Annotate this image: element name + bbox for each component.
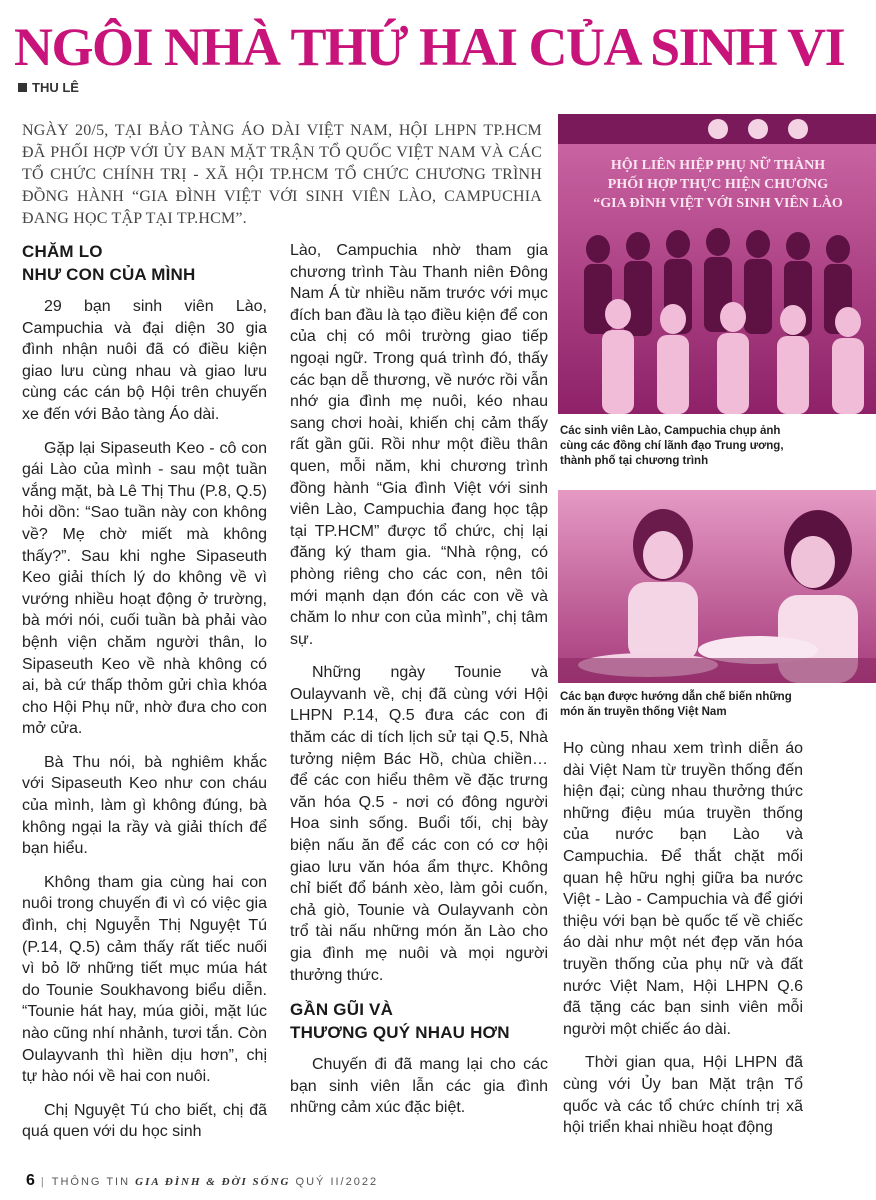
author-byline [18, 80, 79, 95]
column-2 [290, 240, 548, 1131]
banner-text: PHỐI HỢP THỰC HIỆN CHƯƠNG [607, 177, 829, 192]
section-heading-1: CHĂM LO NHƯ CON CỦA MÌNH [22, 242, 196, 284]
paragraph: Gặp lại Sipaseuth Keo - cô con gái Lào của mình - sau một tuần vắng mặt, bà Lê Thị Thu (P.8, Q.5) hỏi dồn: “Sao tuần này con không về? Mẹ chờ miết mà không thấy?”. Sau khi nghe Sipaseuth Keo giải thích lý do không về vì vướng nhiều hoạt động ở trường, bà mới nói, cuối tuần bà phải vào bệnh viện chăm người thân, lo Sipaseuth Keo về nhà không có ai, bà cứ thấp thỏm gửi chìa khóa cho Hội Phụ nữ, nhờ đưa cho con mở cửa. [22, 439, 267, 738]
photo-caption-2: Các bạn được hướng dẫn chế biến những món ăn truyền thống Việt Nam [560, 691, 792, 718]
paragraph: Chuyến đi đã mang lại cho các bạn sinh viên lẫn các gia đình những cảm xúc đặc biệt. [290, 1056, 548, 1117]
paragraph: Họ cùng nhau xem trình diễn áo dài Việt Nam từ truyền thống đến hiện đại; cùng nhau thưởng thức những điệu múa truyền thống của nước bạn Lào và Campuchia. Để thắt chặt mối quan hệ hữu nghị giữa ba nước Việt - Lào - Campuchia và để giới thiệu với bạn bè quốc tế về chiếc áo dài như một nét đẹp văn hóa truyền thống của phụ nữ và đất nước Việt Nam, Hội LHPN Q.6 đã tặng các bạn sinh viên mỗi người một chiếc áo dài. [563, 740, 803, 1038]
footer-issue: QUÝ II/2022 [295, 1176, 379, 1188]
page-number: 6 [26, 1172, 35, 1189]
square-bullet-icon [18, 83, 27, 92]
author-name: THU LÊ [32, 80, 79, 95]
footer-prefix: THÔNG TIN [51, 1176, 131, 1188]
cooking-photo-illustration [558, 490, 876, 683]
paragraph: Lào, Campuchia nhờ tham gia chương trình Tàu Thanh niên Đông Nam Á từ nhiều năm trước với mục đích ban đầu là tạo điều kiện để con của chị có môi trường giao tiếp ngoại ngữ. Trong quá trình đó, thấy các bạn dễ thương, về nước rồi vẫn nhớ gia đình mẹ nuôi, kéo nhau sang chơi hoài, khiến chị cảm thấy rất gần gũi. Rồi như một điều thân quen, mỗi năm, khi chương trình đồng hành “Gia đình Việt với sinh viên Lào, Campuchia đang học tập tại TP.HCM” được tổ chức, chị lại đăng ký tham gia. “Nhà rộng, có phòng riêng cho các con, nên tôi mới mạnh dạn đón các con về và chăm lo như con của mình”, chị tâm sự. [290, 242, 548, 648]
article-lead: NGÀY 20/5, TẠI BẢO TÀNG ÁO DÀI VIỆT NAM, HỘI LHPN TP.HCM ĐÃ PHỐI HỢP VỚI ỦY BAN MẶT TRẬN TỔ QUỐC VIỆT NAM VÀ CÁC TỔ CHỨC CHÍNH TRỊ - XÃ HỘI TP.HCM TỔ CHỨC CHƯƠNG TRÌNH ĐỒNG HÀNH “GIA ĐÌNH VIỆT VỚI SINH VIÊN LÀO, CAMPUCHIA ĐANG HỌC TẬP TẠI TP.HCM”. [22, 122, 542, 227]
magazine-brand: GIA ĐÌNH & ĐỜI SỐNG [135, 1176, 291, 1188]
column-1 [22, 240, 267, 1155]
page-footer [26, 1172, 726, 1190]
cooking-photo [558, 490, 876, 683]
section-heading-2: GẦN GŨI VÀ THƯƠNG QUÝ NHAU HƠN [290, 1000, 510, 1043]
paragraph: 29 bạn sinh viên Lào, Campuchia và đại diện 30 gia đình nhận nuôi đã có điều kiện giao lưu cùng nhau và giao lưu cùng các cán bộ Hội trên chuyến xe đến với Bảo tàng Áo dài. [22, 298, 267, 423]
paragraph: Bà Thu nói, bà nghiêm khắc với Sipaseuth Keo như con cháu của mình, làm gì không đúng, bà không ngại la rầy và giải thích để bạn hiểu. [22, 753, 267, 858]
paragraph: Thời gian qua, Hội LHPN đã cùng với Ủy ban Mặt trận Tổ quốc và các tổ chức chính trị xã hội triển khai nhiều hoạt động [563, 1054, 803, 1137]
paragraph: Những ngày Tounie và Oulayvanh về, chị đã cùng với Hội LHPN P.14, Q.5 đưa các con đi thăm các di tích lịch sử tại Q.5, Nhà tưởng niệm Bác Hồ, chùa chiền… để các con hiểu thêm về đặc trưng văn hóa Q.5 - nơi có đông người Hoa sinh sống. Buổi tối, chị bày biện nấu ăn để các con có cơ hội giao lưu văn hóa ẩm thực. Không chỉ biết đổ bánh xèo, làm gỏi cuốn, chả giò, Tounie và Oulayvanh còn trổ tài nấu những món ăn Lào cho gia đình mẹ nuôi và mọi người thưởng thức. [290, 664, 548, 984]
paragraph: Chị Nguyệt Tú cho biết, chị đã quá quen với du học sinh [22, 1101, 267, 1141]
banner-text: HỘI LIÊN HIỆP PHỤ NỮ THÀNH [610, 158, 826, 173]
paragraph: Không tham gia cùng hai con nuôi trong chuyến đi vì có việc gia đình, chị Nguyễn Thị Nguyệt Tú (P.14, Q.5) cảm thấy rất tiếc nuối vì bỏ lỡ những tiết mục múa hát do Tounie Soukhavong biểu diễn. “Tounie hát hay, múa giỏi, mặt lúc nào cũng nhí nhảnh, tươi tắn. Còn Oulayvanh thì hiền dịu hơn”, chị tự hào nói về hai con nuôi. [22, 873, 267, 1086]
photo-caption-1: Các sinh viên Lào, Campuchia chụp ảnh cùng các đồng chí lãnh đạo Trung ương, thành phố tại chương trình [560, 425, 784, 467]
banner-text: “GIA ĐÌNH VIỆT VỚI SINH VIÊN LÀO [593, 196, 843, 211]
group-photo [558, 114, 876, 414]
group-photo-illustration [558, 114, 876, 414]
column-3 [563, 738, 803, 1151]
article-title: NGÔI NHÀ THỨ HAI CỦA SINH VI [14, 17, 845, 77]
divider: | [40, 1176, 46, 1188]
